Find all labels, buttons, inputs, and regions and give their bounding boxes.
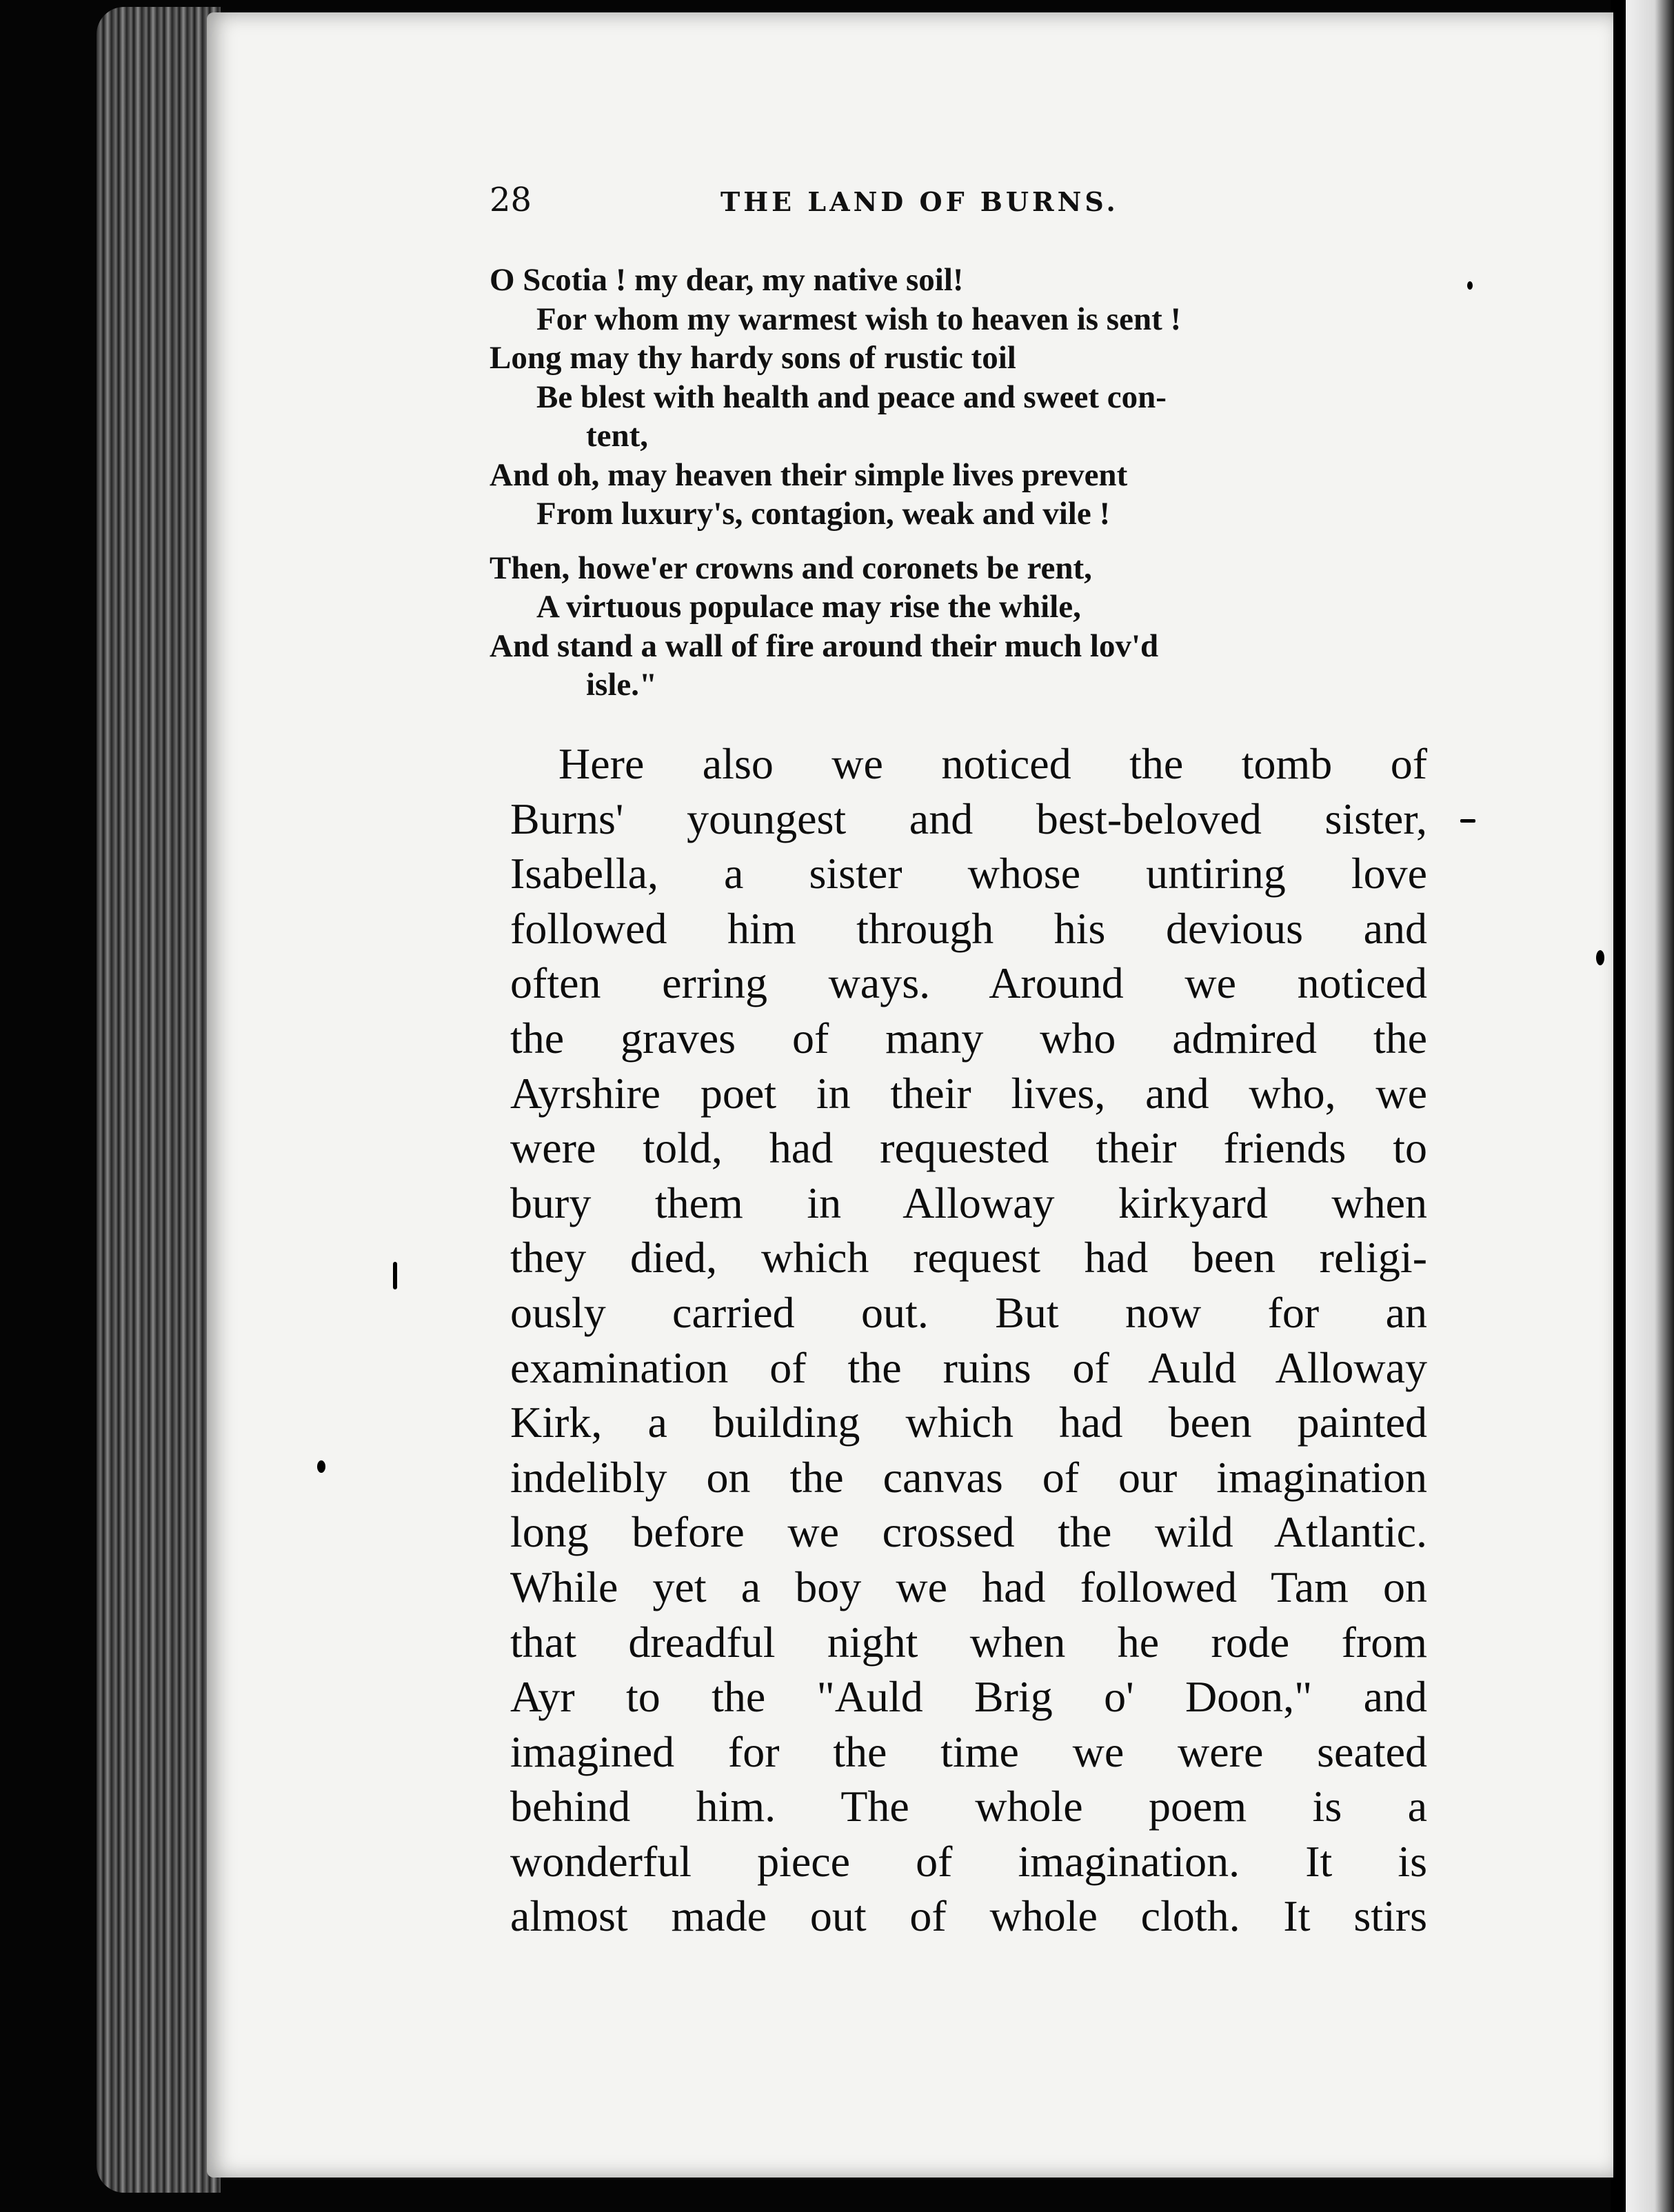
prose-line: the graves of many who admired the [510,1013,1427,1063]
prose-line: Ayrshire poet in their lives, and who, we [510,1068,1427,1118]
prose-line: indelibly on the canvas of our imagination [510,1452,1427,1502]
prose-line: long before we crossed the wild Atlantic. [510,1507,1427,1557]
prose-line: Isabella, a sister whose untiring love [510,849,1427,898]
prose-line: almost made out of whole cloth. It stirs [510,1891,1427,1941]
ink-speck [1460,819,1475,823]
prose-line: often erring ways. Around we noticed [510,958,1427,1008]
facing-page-edge [1626,0,1674,2212]
ink-speck [393,1262,397,1289]
verse-line: Then, howe'er crowns and coronets be rent, [490,550,1092,586]
running-head: THE LAND OF BURNS. [720,186,1119,217]
prose-line: ously carried out. But now for an [510,1287,1427,1337]
ink-speck [1467,281,1473,290]
prose-line: imagined for the time we were seated [510,1727,1427,1776]
verse-line: O Scotia ! my dear, my native soil! [490,262,964,298]
verse-line: And stand a wall of fire around their much lov'd [490,627,1159,664]
verse-line: Long may thy hardy sons of rustic toil [490,340,1016,376]
prose-line: Here also we noticed the tomb of [558,739,1427,788]
prose-line: behind him. The whole poem is a [510,1782,1427,1831]
prose-line: examination of the ruins of Auld Alloway [510,1343,1427,1392]
page-number: 28 [490,181,532,219]
book-page-edges [97,7,221,2193]
prose-line: were told, had requested their friends to [510,1123,1427,1173]
ink-speck [317,1460,325,1473]
prose-line: they died, which request had been religi- [510,1233,1427,1283]
prose-line: Burns' youngest and best-beloved sister, [510,794,1427,843]
verse-line: tent, [586,418,649,454]
prose-line: that dreadful night when he rode from [510,1617,1427,1667]
prose-line: Ayr to the "Auld Brig o' Doon," and [510,1672,1427,1722]
verse-line: isle." [586,667,658,703]
prose-line: wonderful piece of imagination. It is [510,1836,1427,1886]
verse-line: From luxury's, contagion, weak and vile ! [536,496,1111,532]
prose-line: Kirk, a building which had been painted [510,1398,1427,1447]
prose-line: followed him through his devious and [510,903,1427,953]
prose-paragraph [510,736,1427,1944]
prose-line: bury them in Alloway kirkyard when [510,1178,1427,1227]
ink-speck [1596,950,1604,965]
verse-block [490,261,1455,705]
verse-line: For whom my warmest wish to heaven is sent ! [536,301,1182,337]
verse-line: And oh, may heaven their simple lives prevent [490,456,1128,493]
prose-line: While yet a boy we had followed Tam on [510,1562,1427,1611]
verse-line: A virtuous populace may rise the while, [536,589,1081,625]
verse-line: Be blest with health and peace and sweet con- [536,379,1167,415]
